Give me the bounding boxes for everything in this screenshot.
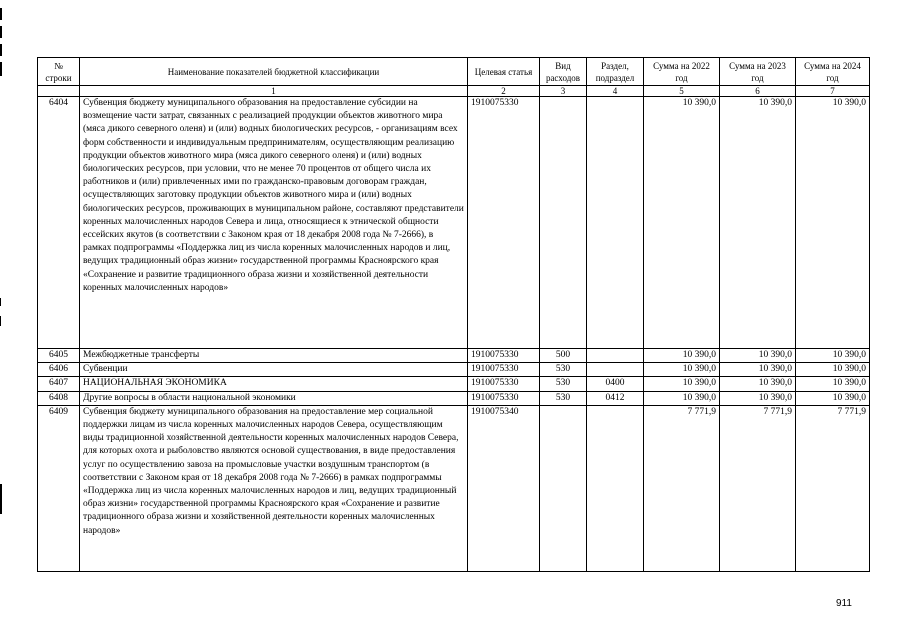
row-sum-2023: 10 390,0 (720, 377, 796, 391)
row-sum-2023: 7 771,9 (720, 405, 796, 571)
row-sum-2022: 10 390,0 (644, 391, 720, 405)
row-section: 0400 (587, 377, 644, 391)
row-name: Субвенция бюджету муниципального образования на предоставление субсидии на возмещение части затрат, связанных с реализацией продукции объектов животного мира (мяса дикого северного оленя) и (или) водных биологических ресурсов, - организациям всех форм собственности и индивидуальным предпринимателям, осуществляющим реализацию продукции объектов животного мира (мяса дикого северного оленя) и (или) водных биологических ресурсов, при условии, что не менее 70 процентов от общего числа их работников и (или) привлеченных ими по гражданско-правовым договорам граждан, осуществляющих заготовку продукции объектов животного мира и (или) водных биологических ресурсов, проживающих в муниципальном районе, составляют представители коренных малочисленных народов Севера и лица, относящиеся к этнической общности ессейских якутов (в соответствии с Законом края от 18 декабря 2008 года № 7-2666), в рамках подпрограммы «Поддержка лиц из числа коренных малочисленных народов и лиц, ведущих традиционный образ жизни» государственной программы Красноярского края «Сохранение и развитие традиционного образа жизни и хозяйственной деятельности коренных малочисленных народов» (80, 97, 468, 349)
row-number: 6409 (38, 405, 80, 571)
column-number: 7 (796, 86, 870, 97)
margin-mark (0, 298, 1, 306)
row-name: НАЦИОНАЛЬНАЯ ЭКОНОМИКА (80, 377, 468, 391)
margin-mark (0, 62, 2, 76)
row-target: 1910075330 (468, 349, 540, 363)
table-row (38, 377, 870, 391)
row-sum-2022: 10 390,0 (644, 377, 720, 391)
row-number: 6406 (38, 363, 80, 377)
row-expense-type (540, 405, 587, 571)
budget-table (37, 57, 870, 572)
column-number (38, 86, 80, 97)
row-number: 6404 (38, 97, 80, 349)
margin-mark (0, 484, 2, 514)
row-number: 6405 (38, 349, 80, 363)
table-header-row (38, 58, 870, 86)
row-sum-2023: 10 390,0 (720, 391, 796, 405)
row-expense-type: 530 (540, 363, 587, 377)
row-sum-2024: 10 390,0 (796, 97, 870, 349)
row-sum-2024: 10 390,0 (796, 349, 870, 363)
header-target: Целевая статья (468, 58, 540, 86)
margin-mark (0, 8, 2, 20)
row-target: 1910075330 (468, 391, 540, 405)
page-number: 911 (836, 598, 852, 609)
row-sum-2022: 10 390,0 (644, 97, 720, 349)
column-number: 5 (644, 86, 720, 97)
column-number: 6 (720, 86, 796, 97)
row-section: 0412 (587, 391, 644, 405)
row-name: Субвенции (80, 363, 468, 377)
row-name: Субвенция бюджету муниципального образования на предоставление мер социальной поддержки лицам из числа коренных малочисленных народов Севера, осуществляющим виды традиционной хозяйственной деятельности коренных малочисленных народов Севера, для которых охота и рыболовство являются основой существования, в виде предоставления услуг по осуществлению завоза на промысловые участки воздушным транспортом (в соответствии с Законом края от 18 декабря 2008 года № 7-2666) в рамках подпрограммы «Поддержка лиц из числа коренных малочисленных народов и лиц, ведущих традиционный образ жизни» государственной программы Красноярского края «Сохранение и развитие традиционного образа жизни и хозяйственной деятельности коренных малочисленных народов» (80, 405, 468, 571)
row-sum-2022: 7 771,9 (644, 405, 720, 571)
row-sum-2022: 10 390,0 (644, 349, 720, 363)
row-target: 1910075340 (468, 405, 540, 571)
row-sum-2023: 10 390,0 (720, 363, 796, 377)
header-expense-type: Вид расходов (540, 58, 587, 86)
row-sum-2023: 10 390,0 (720, 97, 796, 349)
header-name: Наименование показателей бюджетной классификации (80, 58, 468, 86)
row-sum-2023: 10 390,0 (720, 349, 796, 363)
header-sum-2024: Сумма на 2024 год (796, 58, 870, 86)
row-section (587, 405, 644, 571)
header-row-no: № строки (38, 58, 80, 86)
row-target: 1910075330 (468, 97, 540, 349)
row-section (587, 363, 644, 377)
column-number: 1 (80, 86, 468, 97)
row-sum-2024: 10 390,0 (796, 363, 870, 377)
margin-mark (0, 26, 2, 38)
row-expense-type: 530 (540, 377, 587, 391)
margin-mark (0, 316, 1, 326)
margin-mark (0, 44, 2, 56)
row-sum-2024: 7 771,9 (796, 405, 870, 571)
table-row (38, 349, 870, 363)
row-expense-type (540, 97, 587, 349)
table-row (38, 405, 870, 571)
header-section: Раздел, подраздел (587, 58, 644, 86)
column-number: 3 (540, 86, 587, 97)
row-section (587, 349, 644, 363)
column-number-row (38, 86, 870, 97)
header-sum-2023: Сумма на 2023 год (720, 58, 796, 86)
column-number: 2 (468, 86, 540, 97)
row-sum-2024: 10 390,0 (796, 391, 870, 405)
table-row (38, 391, 870, 405)
row-expense-type: 530 (540, 391, 587, 405)
row-number: 6407 (38, 377, 80, 391)
table-row (38, 97, 870, 349)
row-name: Другие вопросы в области национальной экономики (80, 391, 468, 405)
row-section (587, 97, 644, 349)
row-sum-2024: 10 390,0 (796, 377, 870, 391)
row-number: 6408 (38, 391, 80, 405)
column-number: 4 (587, 86, 644, 97)
table-row (38, 363, 870, 377)
row-sum-2022: 10 390,0 (644, 363, 720, 377)
row-target: 1910075330 (468, 377, 540, 391)
header-sum-2022: Сумма на 2022 год (644, 58, 720, 86)
row-expense-type: 500 (540, 349, 587, 363)
row-name: Межбюджетные трансферты (80, 349, 468, 363)
row-target: 1910075330 (468, 363, 540, 377)
